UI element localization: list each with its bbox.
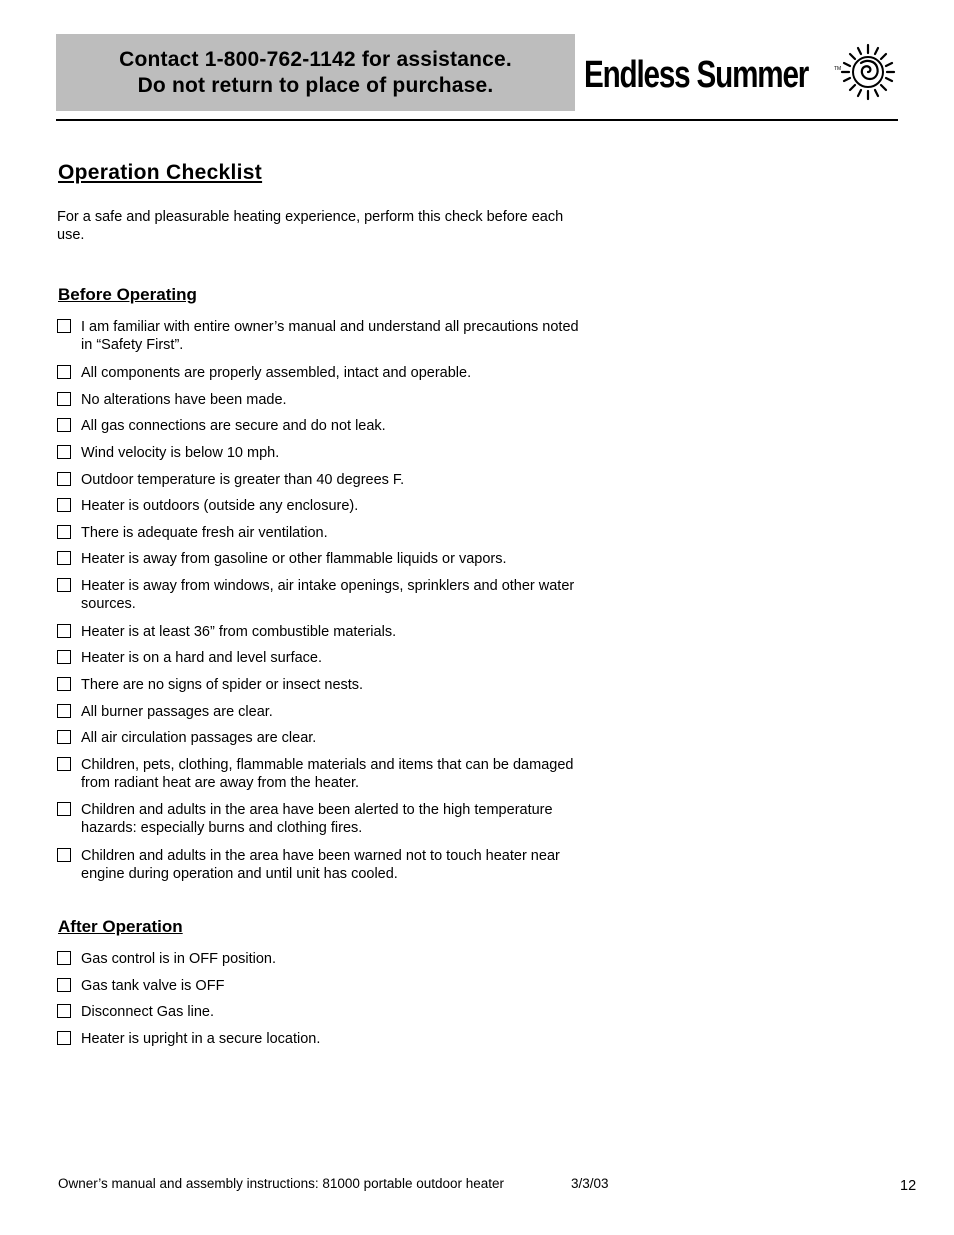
checklist-item [57, 577, 587, 613]
checklist-item-label: Children and adults in the area have been warned not to touch heater near engine during operation and until unit has cooled. [81, 848, 560, 882]
checklist-item [57, 801, 587, 837]
checkbox[interactable] [57, 498, 71, 512]
checklist-item-label: All gas connections are secure and do not leak. [81, 418, 386, 434]
checklist-item [57, 497, 587, 515]
return-notice-line: Do not return to place of purchase. [137, 73, 494, 97]
checkbox[interactable] [57, 365, 71, 379]
checklist-item [57, 676, 587, 694]
checklist-item-label: Wind velocity is below 10 mph. [81, 445, 280, 461]
checklist-item-label: There are no signs of spider or insect nests. [81, 677, 364, 693]
checklist-item [57, 417, 587, 435]
checkbox[interactable] [57, 319, 71, 333]
checklist-item-label: All air circulation passages are clear. [81, 730, 317, 746]
checklist-item-label: Outdoor temperature is greater than 40 degrees F. [81, 472, 405, 488]
checklist-item [57, 729, 587, 747]
checklist-item-label: Heater is outdoors (outside any enclosure). [81, 498, 359, 514]
sun-swirl-icon [836, 42, 900, 102]
after-operation-heading: After Operation [58, 917, 183, 936]
checklist-item [57, 703, 587, 721]
checkbox[interactable] [57, 445, 71, 459]
checklist-item-label: There is adequate fresh air ventilation. [81, 525, 328, 541]
checklist-item [57, 391, 587, 409]
checklist-item-label: Children, pets, clothing, flammable materials and items that can be damaged from radiant heat are away from the heater. [81, 757, 574, 791]
checklist-item-label: All burner passages are clear. [81, 704, 273, 720]
checklist-item-label: Heater is away from gasoline or other flammable liquids or vapors. [81, 551, 507, 567]
checkbox[interactable] [57, 951, 71, 965]
checklist-item [57, 1030, 587, 1048]
checkbox[interactable] [57, 578, 71, 592]
contact-phone-line: Contact 1-800-762-1142 for assistance. [119, 47, 512, 71]
checklist-item-label: Heater is at least 36” from combustible materials. [81, 624, 397, 640]
checkbox[interactable] [57, 624, 71, 638]
checklist-item [57, 524, 587, 542]
checkbox[interactable] [57, 392, 71, 406]
checkbox[interactable] [57, 802, 71, 816]
checklist-item [57, 1003, 587, 1021]
checkbox[interactable] [57, 525, 71, 539]
checklist-item [57, 444, 587, 462]
checkbox[interactable] [57, 677, 71, 691]
checklist-item-label: Children and adults in the area have been alerted to the high temperature hazards: especially burns and clothing fires. [81, 802, 553, 836]
checkbox[interactable] [57, 1004, 71, 1018]
checklist-item [57, 364, 587, 382]
checklist-item [57, 977, 587, 995]
checkbox[interactable] [57, 978, 71, 992]
brand-name: Endless Summer [584, 53, 809, 96]
checkbox[interactable] [57, 757, 71, 771]
page-title: Operation Checklist [58, 161, 263, 184]
footer-manual-title: Owner’s manual and assembly instructions: 81000 portable outdoor heater [58, 1176, 505, 1191]
footer-date: 3/3/03 [571, 1176, 609, 1191]
checklist-item [57, 756, 587, 792]
checkbox[interactable] [57, 730, 71, 744]
header-divider [56, 119, 898, 121]
checkbox[interactable] [57, 551, 71, 565]
checklist-item-label: Heater is on a hard and level surface. [81, 650, 322, 666]
checkbox[interactable] [57, 848, 71, 862]
checklist-item-label: Gas control is in OFF position. [81, 951, 277, 967]
checkbox[interactable] [57, 418, 71, 432]
intro-text: For a safe and pleasurable heating experience, perform this check before each use. [57, 209, 564, 243]
checklist-item-label: Heater is away from windows, air intake openings, sprinklers and other water sources. [81, 578, 575, 612]
checklist-item [57, 950, 587, 968]
checklist-item-label: I am familiar with entire owner’s manual and understand all precautions noted in “Safety First”. [81, 319, 579, 353]
checklist-item [57, 623, 587, 641]
page-number: 12 [900, 1178, 917, 1194]
contact-banner [56, 34, 575, 111]
checklist-item-label: Heater is upright in a secure location. [81, 1031, 321, 1047]
checkbox[interactable] [57, 704, 71, 718]
checklist-item [57, 847, 587, 883]
trademark-mark: TM [834, 66, 842, 72]
checklist-item-label: Gas tank valve is OFF [81, 978, 225, 994]
checkbox[interactable] [57, 1031, 71, 1045]
checklist-item-label: No alterations have been made. [81, 392, 287, 408]
checklist-item [57, 471, 587, 489]
checklist-item-label: Disconnect Gas line. [81, 1004, 214, 1020]
checkbox[interactable] [57, 650, 71, 664]
checklist-item [57, 649, 587, 667]
checklist-item [57, 550, 587, 568]
checklist-item-label: All components are properly assembled, intact and operable. [81, 365, 472, 381]
checkbox[interactable] [57, 472, 71, 486]
before-operating-heading: Before Operating [58, 285, 197, 304]
brand-logo [584, 42, 846, 108]
checklist-item [57, 318, 587, 354]
